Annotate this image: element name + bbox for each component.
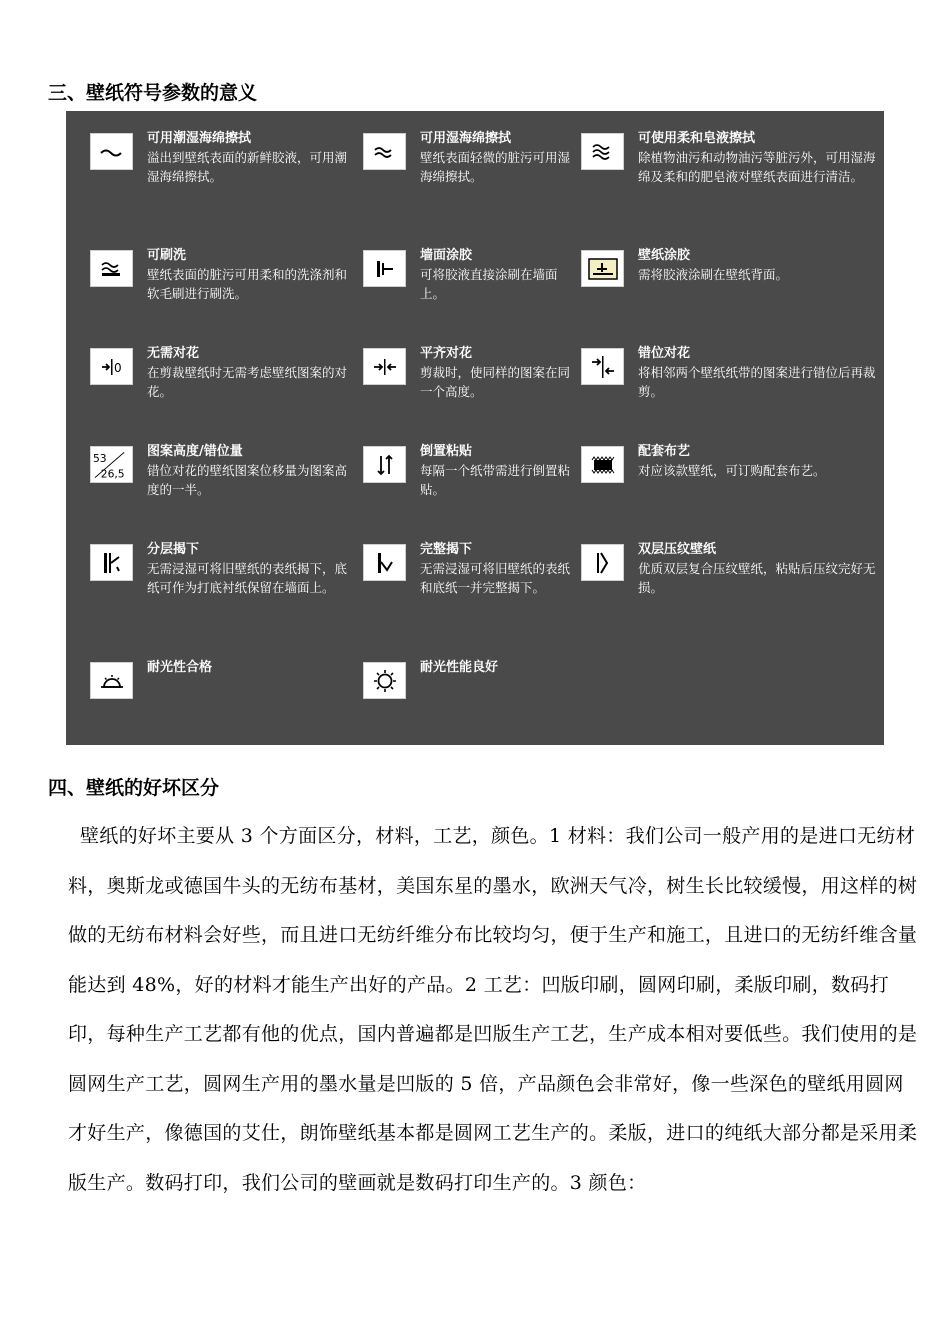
symbol-repeat-offset [90,424,357,499]
symbol-reverse-hanging [363,424,572,499]
symbol-title: 耐光性合格 [147,660,213,675]
symbol-title: 完整揭下 [420,542,473,557]
paper-paste-icon [581,250,624,287]
symbol-title: 可刷洗 [147,248,187,263]
symbol-paste-wall [363,228,572,303]
symbol-desc: 无需浸湿可将旧壁纸的表纸和底纸一并完整揭下。 [420,561,571,595]
symbol-free-match [90,326,357,401]
single-wave-icon [90,133,133,170]
symbol-title: 倒置粘贴 [420,444,473,459]
symbol-strippable [363,522,572,597]
symbol-title: 墙面涂胶 [420,248,473,263]
brush-wave-icon [90,250,133,287]
straight-match-icon [363,348,406,385]
half-sun-icon [90,662,133,699]
symbol-sponge-wet [363,111,572,186]
symbol-title: 分层揭下 [147,542,200,557]
symbol-desc: 可将胶液直接涂刷在墙面上。 [420,267,558,301]
symbol-scrubbable [90,228,357,303]
symbol-desc: 每隔一个纸带需进行倒置粘贴。 [420,463,571,497]
symbol-title: 无需对花 [147,346,200,361]
symbol-desc: 将相邻两个壁纸纸带的图案进行错位后再裁剪。 [638,365,876,399]
offset-label: 26,5 [100,467,125,481]
symbol-title: 可使用柔和皂液擦拭 [638,131,756,146]
symbol-desc: 对应该款壁纸，可订购配套布艺。 [638,463,826,478]
symbol-title: 错位对花 [638,346,691,361]
symbol-title: 配套布艺 [638,444,691,459]
symbol-desc: 除植物油污和动物油污等脏污外，可用湿海绵及柔和的肥皂液对壁纸表面进行清洁。 [638,150,876,184]
section-3-heading: 三、壁纸符号参数的意义 [48,82,258,104]
symbol-desc: 壁纸表面轻微的脏污可用湿海绵擦拭。 [420,150,571,184]
triple-wave-icon [581,133,624,170]
symbol-embossed [581,522,878,597]
symbol-lightfast-satisfactory [90,640,357,699]
symbol-soap-wash [581,111,878,186]
symbol-desc: 无需浸湿可将旧壁纸的表纸揭下，底纸可作为打底衬纸保留在墙面上。 [147,561,348,595]
svg-text:0: 0 [113,360,122,375]
section-4-heading: 四、壁纸的好坏区分 [48,777,220,799]
strippable-icon [363,544,406,581]
symbol-desc: 优质双层复合压纹壁纸，粘贴后压纹完好无损。 [638,561,876,595]
symbol-title: 耐光性能良好 [420,660,499,675]
symbol-peelable [90,522,357,597]
symbol-title: 图案高度/错位量 [147,444,243,459]
symbol-desc: 溢出到壁纸表面的新鲜胶液，可用潮湿海绵擦拭。 [147,150,348,184]
peelable-icon [90,544,133,581]
symbol-title: 可用潮湿海绵擦拭 [147,131,252,146]
symbol-sponge-damp [90,111,357,186]
wallpaper-symbols-panel [66,111,884,745]
double-wave-icon [363,133,406,170]
symbol-desc: 剪裁时，使同样的图案在同一个高度。 [420,365,571,399]
symbol-lightfast-good [363,640,572,699]
symbol-title: 平齐对花 [420,346,473,361]
repeat-offset-icon [90,446,133,483]
symbol-straight-match [363,326,572,401]
symbol-matching-fabric [581,424,878,483]
symbol-offset-match [581,326,878,401]
offset-match-icon [581,348,624,385]
embossed-icon [581,544,624,581]
free-match-icon [90,348,133,385]
reverse-hanging-icon [363,446,406,483]
symbol-desc: 需将胶液涂刷在壁纸背面。 [638,267,789,282]
wall-paste-icon [363,250,406,287]
full-sun-icon [363,662,406,699]
symbol-desc: 在剪裁壁纸时无需考虑壁纸图案的对花。 [147,365,348,399]
symbol-paste-paper [581,228,878,287]
symbol-desc: 错位对花的壁纸图案位移量为图案高度的一半。 [147,463,348,497]
matching-fabric-icon [581,446,624,483]
symbol-title: 壁纸涂胶 [638,248,691,263]
repeat-height-label: 53 [92,451,107,465]
symbol-title: 双层压纹壁纸 [638,542,717,557]
symbol-desc: 壁纸表面的脏污可用柔和的洗涤剂和软毛刷进行刷洗。 [147,267,348,301]
symbol-title: 可用湿海绵擦拭 [420,131,512,146]
body-paragraph: 壁纸的好坏主要从 3 个方面区分，材料，工艺，颜色。1 材料：我们公司一般产用的是进口无纺材料，奥斯龙或德国牛头的无纺布基材，美国东星的墨水，欧洲天气冷，树生长比较缓慢，用这样的树做的无纺布材料会好些，而且进口无纺纤维分布比较均匀，便于生产和施工，且进口的无纺纤维含量能达到 48%，好的材料才能生产出好的产品。2 工艺：凹版印刷，圆网印刷，柔版印刷，数码打印，每种生产工艺都有他的优点，国内普遍都是凹版生产工艺，生产成本相对要低些。我们使用的是圆网生产工艺，圆网生产用的墨水量是凹版的 5 倍，产品颜色会非常好，像一些深色的壁纸用圆网才好生产，像德国的艾仕，朗饰壁纸基本都是圆网工艺生产的。柔版，进口的纯纸大部分都是采用柔版生产。数码打印，我们公司的壁画就是数码打印生产的。3 颜色： [68,825,918,1194]
